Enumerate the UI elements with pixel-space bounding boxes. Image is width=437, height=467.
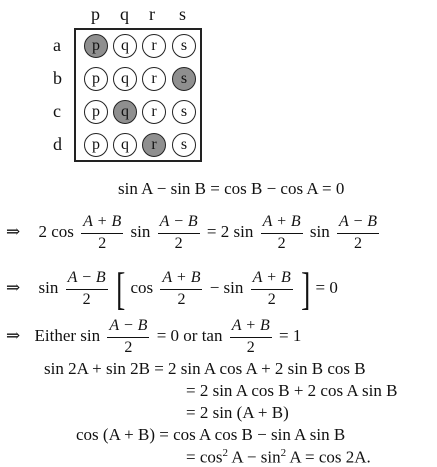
bubble-d-s: s — [172, 133, 196, 157]
bubble-c-r: r — [142, 100, 166, 124]
right-bracket: ] — [301, 263, 311, 314]
equation-line-8: cos (A + B) = cos A cos B − sin A sin B — [76, 425, 346, 444]
fraction: $\frac{A - B}{2}$ — [338, 213, 378, 252]
bubble-a-s: s — [172, 34, 196, 58]
implies-arrow: ⇒ — [6, 222, 21, 242]
fraction: $\frac{A + B}{2}$ — [162, 268, 201, 308]
equation-line-1: sin A − sin B = cos B − cos A = 0 — [118, 179, 345, 198]
row-label-d: d — [53, 134, 62, 154]
bubble-d-q: q — [113, 133, 137, 157]
equation-line-3: ⇒ sin $\frac{A - B}{2}$ [ cos $\frac{A + B}{2}$ − sin $\frac{A + B}{2}$ ] = 0 — [6, 263, 338, 314]
equation-line-5: sin 2A + sin 2B = 2 sin A cos A + 2 sin B cos B — [44, 359, 366, 378]
bubble-a-q: q — [113, 34, 137, 58]
column-header-p: p — [91, 4, 100, 24]
bubble-b-s: s — [172, 67, 196, 91]
fraction: $\frac{A + B}{2}$ — [231, 317, 270, 356]
row-label-c: c — [53, 101, 61, 121]
equation-line-4: ⇒ Either sin $\frac{A - B}{2}$ = 0 or tan $\frac{A + B}{2}$ = 1 — [6, 317, 302, 356]
bubble-b-r: r — [142, 67, 166, 91]
fraction: $\frac{A - B}{2}$ — [109, 317, 148, 356]
bubble-d-r: r — [142, 133, 166, 157]
bubble-b-q: q — [113, 67, 137, 91]
bubble-c-p: p — [84, 100, 108, 124]
equation-line-7: = 2 sin (A + B) — [186, 403, 289, 422]
bubble-a-r: r — [142, 34, 166, 58]
bubble-b-p: p — [84, 67, 108, 91]
left-bracket: [ — [115, 263, 126, 314]
row-label-b: b — [53, 68, 62, 88]
column-header-s: s — [179, 4, 187, 24]
implies-arrow: ⇒ — [6, 326, 21, 346]
column-header-r: r — [149, 4, 155, 24]
bubble-c-s: s — [172, 100, 196, 124]
bubble-a-p: p — [84, 34, 108, 58]
implies-arrow: ⇒ — [6, 277, 21, 297]
bubble-d-p: p — [84, 133, 108, 157]
equation-line-2: ⇒ 2 cos $\frac{A + B}{2}$ sin $\frac{A - B}{2}$ = 2 sin $\frac{A + B}{2}$ sin $\frac{A - B}{2}$ — [6, 213, 378, 252]
bubble-c-q: q — [113, 100, 137, 124]
fraction: $\frac{A - B}{2}$ — [159, 213, 198, 252]
equation-line-6: = 2 sin A cos B + 2 cos A sin B — [186, 381, 398, 400]
fraction: $\frac{A - B}{2}$ — [67, 268, 106, 308]
column-header-q: q — [120, 4, 129, 24]
fraction: $\frac{A + B}{2}$ — [252, 268, 291, 308]
equation-line-9: = $\cos^2 A - \sin^2 A = \cos 2A$. — [186, 447, 371, 467]
fraction: $\frac{A + B}{2}$ — [83, 213, 122, 252]
row-label-a: a — [53, 35, 61, 55]
fraction: $\frac{A + B}{2}$ — [262, 213, 301, 252]
